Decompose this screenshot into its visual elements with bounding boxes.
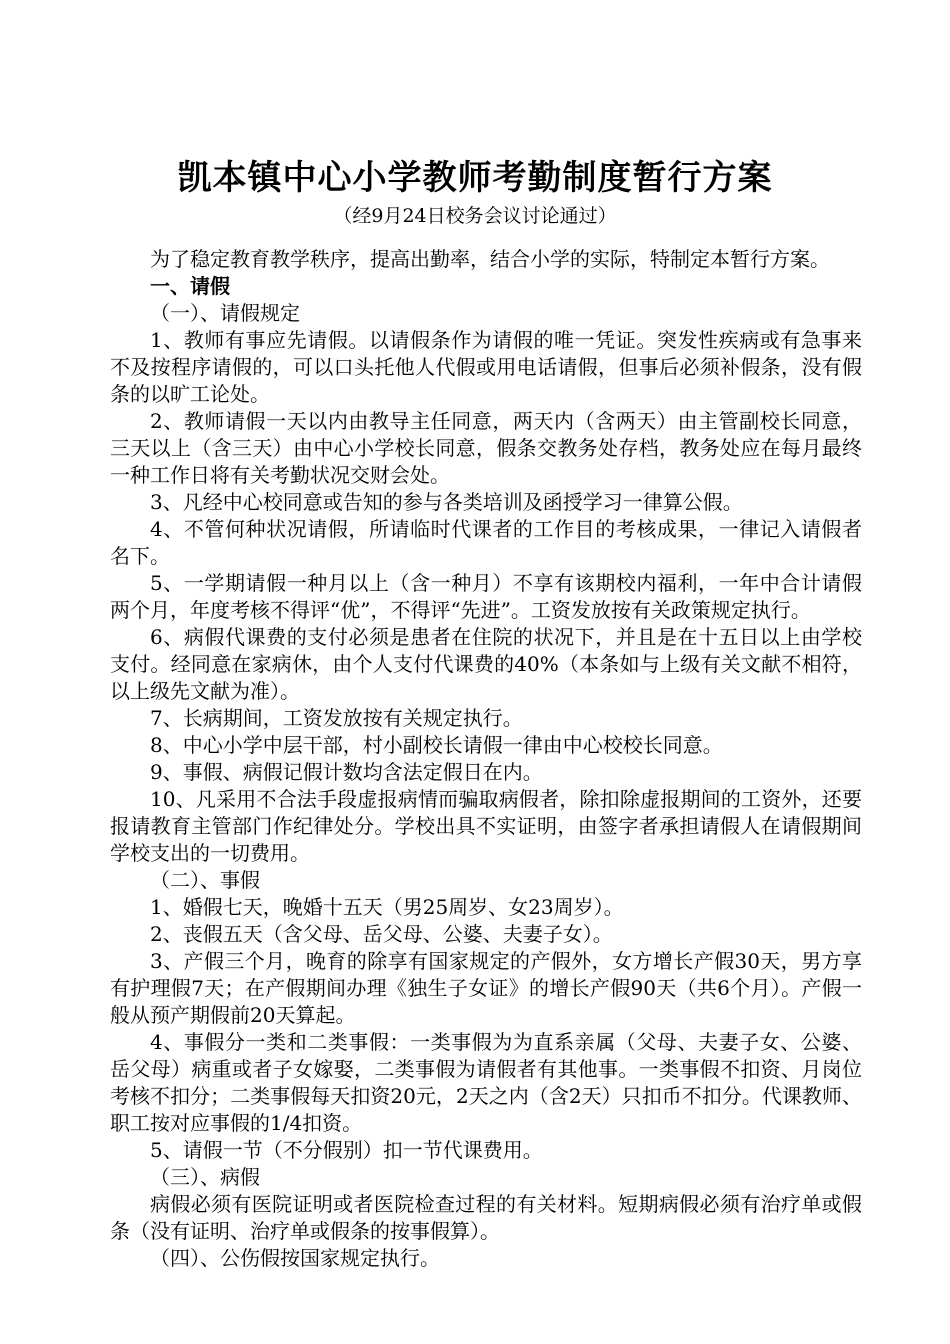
subsection-heading-rules: （一）、请假规定	[150, 301, 300, 325]
document-subtitle: （经9月24日校务会议讨论通过）	[333, 205, 617, 227]
subsection-heading-injury-leave: （四）、公伤假按国家规定执行。	[150, 1246, 440, 1270]
rule-item: 3、凡经中心校同意或告知的参与各类培训及函授学习一律算公假。	[150, 490, 743, 514]
section-heading-leave: 一、请假	[150, 274, 230, 298]
rule-item: 10、凡采用不合法手段虚报病情而骗取病假者，除扣除虚报期间的工资外，还要报请教育主管部门作纪律处分。学校出具不实证明，由签字者承担请假人在请假期间学校支出的一切费用。	[110, 787, 862, 865]
rule-item: 6、病假代课费的支付必须是患者在住院的状况下，并且是在十五日以上由学校支付。经同意在家病休，由个人支付代课费的40%（本条如与上级有关文献不相符，以上级先文献为准）。	[110, 625, 862, 703]
personal-leave-item: 4、事假分一类和二类事假：一类事假为为直系亲属（父母、夫妻子女、公婆、岳父母）病重或者子女嫁娶，二类事假为请假者有其他事。一类事假不扣资、月岗位考核不扣分；二类事假每天扣资20元，2天之内（含2天）只扣币不扣分。代课教师、职工按对应事假的1/4扣资。	[110, 1030, 862, 1135]
rule-item: 1、教师有事应先请假。以请假条作为请假的唯一凭证。突发性疾病或有急事来不及按程序请假的，可以口头托他人代假或用电话请假，但事后必须补假条，没有假条的以旷工论处。	[110, 328, 862, 406]
rule-item: 7、长病期间，工资发放按有关规定执行。	[150, 706, 523, 730]
document-title: 凯本镇中心小学教师考勤制度暂行方案	[177, 158, 773, 198]
personal-leave-item: 5、请假一节（不分假别）扣一节代课费用。	[150, 1138, 543, 1162]
subsection-heading-sick-leave: （三）、病假	[150, 1165, 260, 1189]
document-body	[110, 246, 862, 1272]
intro-paragraph: 为了稳定教育教学秩序，提高出勤率，结合小学的实际，特制定本暂行方案。	[150, 247, 830, 271]
personal-leave-item: 2、丧假五天（含父母、岳父母、公婆、夫妻子女）。	[150, 922, 613, 946]
rule-item: 4、不管何种状况请假，所请临时代课者的工作目的考核成果，一律记入请假者名下。	[110, 517, 862, 568]
personal-leave-item: 3、产假三个月，晚育的除享有国家规定的产假外，女方增长产假30天，男方享有护理假7天；在产假期间办理《独生子女证》的增长产假90天（共6个月）。产假一般从预产期假前20天算起。	[110, 949, 862, 1027]
rule-item: 5、一学期请假一种月以上（含一种月）不享有该期校内福利，一年中合计请假两个月，年度考核不得评“优”，不得评“先进”。工资发放按有关政策规定执行。	[110, 571, 862, 622]
personal-leave-item: 1、婚假七天，晚婚十五天（男25周岁、女23周岁）。	[150, 895, 624, 919]
sick-leave-paragraph: 病假必须有医院证明或者医院检查过程的有关材料。短期病假必须有治疗单或假条（没有证明、治疗单或假条的按事假算）。	[110, 1192, 862, 1243]
rule-item: 8、中心小学中层干部，村小副校长请假一律由中心校校长同意。	[150, 733, 723, 757]
rule-item: 9、事假、病假记假计数均含法定假日在内。	[150, 760, 543, 784]
subsection-heading-personal-leave: （二）、事假	[150, 868, 260, 892]
rule-item: 2、教师请假一天以内由教导主任同意，两天内（含两天）由主管副校长同意，三天以上（含三天）由中心小学校长同意，假条交教务处存档，教务处应在每月最终一种工作日将有关考勤状况交财会处。	[110, 409, 862, 487]
